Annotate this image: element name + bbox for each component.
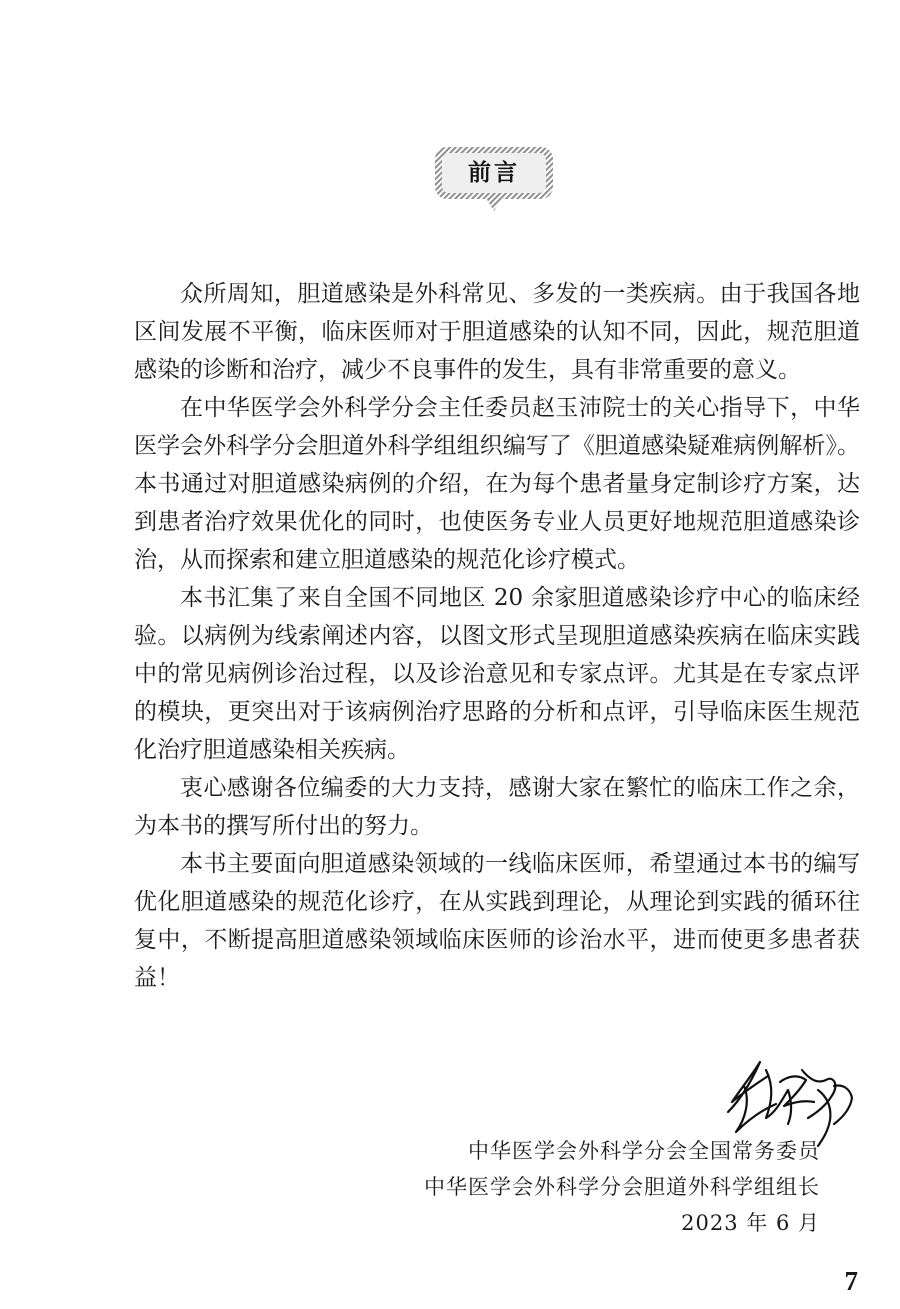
signature-date: 2023 年 6 月 xyxy=(681,1211,820,1235)
paragraph-2: 在中华医学会外科学分会主任委员赵玉沛院士的关心指导下，中华医学会外科学分会胆道外科学组组织编写了《胆道感染疑难病例解析》。本书通过对胆道感染病例的介绍，在为每个患者量身定制诊疗方案，达到患者治疗效果优化的同时，也使医务专业人员更好地规范胆道感染诊治，从而探索和建立胆道感染的规范化诊疗模式。 xyxy=(134,395,860,573)
page-number: 7 xyxy=(844,1266,858,1296)
signature-title-1: 中华医学会外科学分会全国常务委员 xyxy=(468,1139,820,1163)
paragraph-5: 本书主要面向胆道感染领域的一线临床医师，希望通过本书的编写优化胆道感染的规范化诊疗，在从实践到理论，从理论到实践的循环往复中，不断提高胆道感染领域临床医师的诊治水平，进而使更多患者获益！ xyxy=(134,851,860,991)
paragraph-3: 本书汇集了来自全国不同地区 20 余家胆道感染诊疗中心的临床经验。以病例为线索阐述内容，以图文形式呈现胆道感染疾病在临床实践中的常见病例诊治过程，以及诊治意见和专家点评。尤其是在专家点评的模块，更突出对于该病例治疗思路的分析和点评，引导临床医生规范化治疗胆道感染相关疾病。 xyxy=(134,585,860,763)
title-badge xyxy=(434,145,554,215)
preface-body xyxy=(134,275,860,997)
paragraph-1: 众所周知，胆道感染是外科常见、多发的一类疾病。由于我国各地区间发展不平衡，临床医师对于胆道感染的认知不同，因此，规范胆道感染的诊断和治疗，减少不良事件的发生，具有非常重要的意义。 xyxy=(134,281,860,383)
signature-block xyxy=(424,1133,820,1241)
page-title: 前言 xyxy=(468,160,520,186)
signature-title-2: 中华医学会外科学分会胆道外科学组组长 xyxy=(424,1175,820,1199)
paragraph-4: 衷心感谢各位编委的大力支持，感谢大家在繁忙的临床工作之余，为本书的撰写所付出的努力。 xyxy=(134,775,860,839)
